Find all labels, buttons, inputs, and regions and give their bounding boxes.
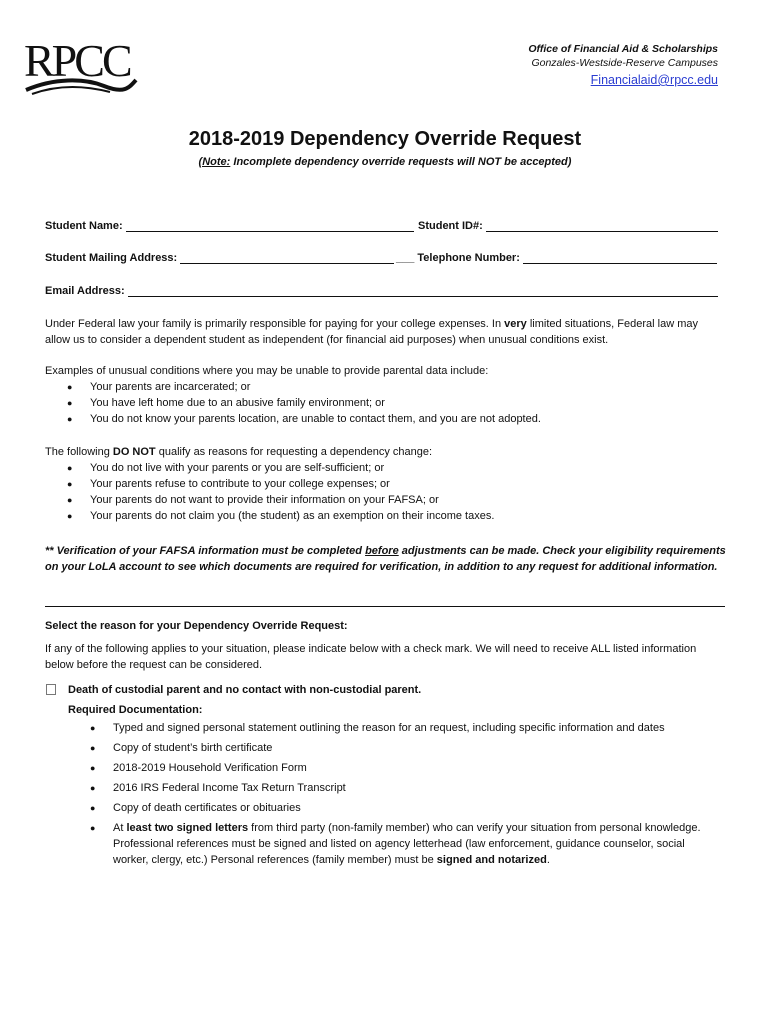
list-item: [45, 379, 725, 395]
list-item-text: Your parents do not want to provide their information on your FAFSA; or: [90, 494, 439, 506]
mailing-address-line[interactable]: [180, 253, 394, 264]
list-item-text: Your parents refuse to contribute to your college expenses; or: [90, 478, 390, 490]
telephone-field[interactable]: [396, 252, 717, 264]
death-of-parent-checkbox[interactable]: [46, 684, 56, 695]
list-item-text: You do not live with your parents or you are self-sufficient; or: [90, 462, 385, 474]
not-qualify-heading-c: qualify as reasons for requesting a dependency change:: [155, 446, 433, 458]
list-item-text: Your parents are incarcerated; or: [90, 381, 251, 393]
select-reason-text: If any of the following applies to your situation, please indicate below with a check mark. We will need to receive ALL listed information below before the request can be considered.: [45, 643, 697, 671]
mailing-address-label: Student Mailing Address:: [45, 252, 178, 264]
list-item: [68, 760, 708, 776]
office-name: Office of Financial Aid & Scholarships: [528, 43, 718, 55]
bullet-icon: ●: [90, 783, 96, 793]
list-item-text: You have left home due to an abusive family environment; or: [90, 397, 385, 409]
student-id-label: Student ID#:: [418, 220, 483, 232]
intro-text-c: limited situations, Federal law may allow us to consider a dependent student as independent (for financial aid purposes) when unusual conditions exist.: [45, 318, 698, 346]
unusual-conditions-section: [45, 363, 725, 427]
last-item-text-bold: least two signed letters: [126, 822, 249, 834]
student-name-line[interactable]: [126, 221, 414, 232]
last-item-text-c: from third party (non-family member) who can verify your situation from personal knowledge. Professional references must be signed and listed on agency letterhead (law enforcement, guidance counselor, social worker, clergy, etc.) Personal references (family member) must be: [113, 822, 701, 866]
note: [0, 156, 770, 168]
email-address-label: Email Address:: [45, 285, 125, 297]
list-item: [68, 720, 708, 736]
bullet-icon: ●: [67, 398, 73, 408]
bullet-icon: ●: [67, 495, 73, 505]
office-email-link[interactable]: Financialaid@rpcc.edu: [590, 73, 718, 87]
telephone-line[interactable]: [523, 253, 717, 264]
last-item-text-e: .: [546, 854, 550, 866]
list-item-text: 2018-2019 Household Verification Form: [113, 762, 307, 774]
bullet-icon: ●: [90, 823, 96, 833]
not-qualify-heading: [45, 444, 725, 460]
list-item-text: Copy of death certificates or obituaries: [113, 802, 301, 814]
logo-text: RPCC: [24, 35, 130, 86]
not-qualify-list: [45, 460, 725, 524]
list-item: [68, 740, 708, 756]
page-title: 2018-2019 Dependency Override Request: [188, 128, 582, 150]
last-item-text-a: At: [113, 822, 127, 834]
divider: [45, 606, 725, 607]
list-item: [68, 800, 708, 816]
not-qualify-heading-a: The following: [45, 446, 113, 458]
list-item: [45, 411, 725, 427]
intro-text-bold: very: [504, 318, 527, 330]
email-address-line[interactable]: [128, 286, 718, 297]
bullet-icon: ●: [67, 479, 73, 489]
list-item-text: Your parents do not claim you (the student) as an exemption on their income taxes.: [90, 510, 495, 522]
unusual-list: [45, 379, 725, 427]
list-item-text: Copy of student’s birth certificate: [113, 742, 273, 754]
list-item-text: Typed and signed personal statement outlining the reason for an request, including specific information and dates: [113, 722, 665, 734]
list-item: [45, 476, 725, 492]
warning-text-c: adjustments can be made. Check your eligibility requirements on your LoLA account to see which documents are required for verification, in addition to any request for additional information.: [45, 545, 726, 573]
select-reason-heading: Select the reason for your Dependency Override Request:: [45, 620, 348, 632]
not-qualify-heading-bold: DO NOT: [112, 446, 156, 458]
telephone-label: ___ Telephone Number:: [396, 252, 520, 264]
note-text: Incomplete dependency override requests will NOT be accepted): [233, 156, 572, 168]
office-info: [528, 42, 718, 88]
last-item-text-bold2: signed and notarized: [436, 854, 547, 866]
student-id-field[interactable]: [418, 220, 718, 232]
intro-paragraph: [45, 316, 725, 348]
warning-text-a: ** Verification of your FAFSA information must be completed: [45, 545, 366, 557]
unusual-heading: Examples of unusual conditions where you may be unable to provide parental data include:: [45, 365, 489, 377]
note-label: (Note:: [198, 156, 231, 168]
bullet-icon: ●: [67, 511, 73, 521]
list-item-text: 2016 IRS Federal Income Tax Return Transcript: [113, 782, 346, 794]
bullet-icon: ●: [90, 723, 96, 733]
bullet-icon: ●: [90, 743, 96, 753]
student-name-label: Student Name:: [45, 220, 123, 232]
bullet-icon: ●: [67, 382, 73, 392]
student-name-field[interactable]: [45, 220, 414, 232]
bullet-icon: ●: [90, 763, 96, 773]
email-address-field[interactable]: [45, 285, 718, 297]
list-item: [45, 492, 725, 508]
death-of-parent-label: Death of custodial parent and no contact with non-custodial parent.: [68, 684, 422, 696]
not-qualify-section: [45, 444, 725, 524]
list-item-text: You do not know your parents location, are unable to contact them, and you are not adopted.: [90, 413, 541, 425]
rpcc-logo: [24, 35, 138, 96]
intro-text-a: Under Federal law your family is primarily responsible for paying for your college expenses. In: [45, 318, 505, 330]
list-item: [68, 780, 708, 796]
warning-text-underline: before: [365, 545, 399, 557]
mailing-address-field[interactable]: [45, 252, 394, 264]
list-item: [45, 460, 725, 476]
bullet-icon: ●: [67, 463, 73, 473]
office-campuses: Gonzales-Westside-Reserve Campuses: [531, 57, 718, 69]
list-item: [68, 820, 708, 868]
bullet-icon: ●: [67, 414, 73, 424]
verification-warning: [45, 543, 730, 575]
student-id-line[interactable]: [486, 221, 718, 232]
required-documentation-heading: Required Documentation:: [68, 704, 203, 716]
logo-wave-icon: [24, 76, 138, 96]
bullet-icon: ●: [90, 803, 96, 813]
list-item: [45, 395, 725, 411]
required-documentation-list: [68, 720, 708, 872]
list-item: [45, 508, 725, 524]
